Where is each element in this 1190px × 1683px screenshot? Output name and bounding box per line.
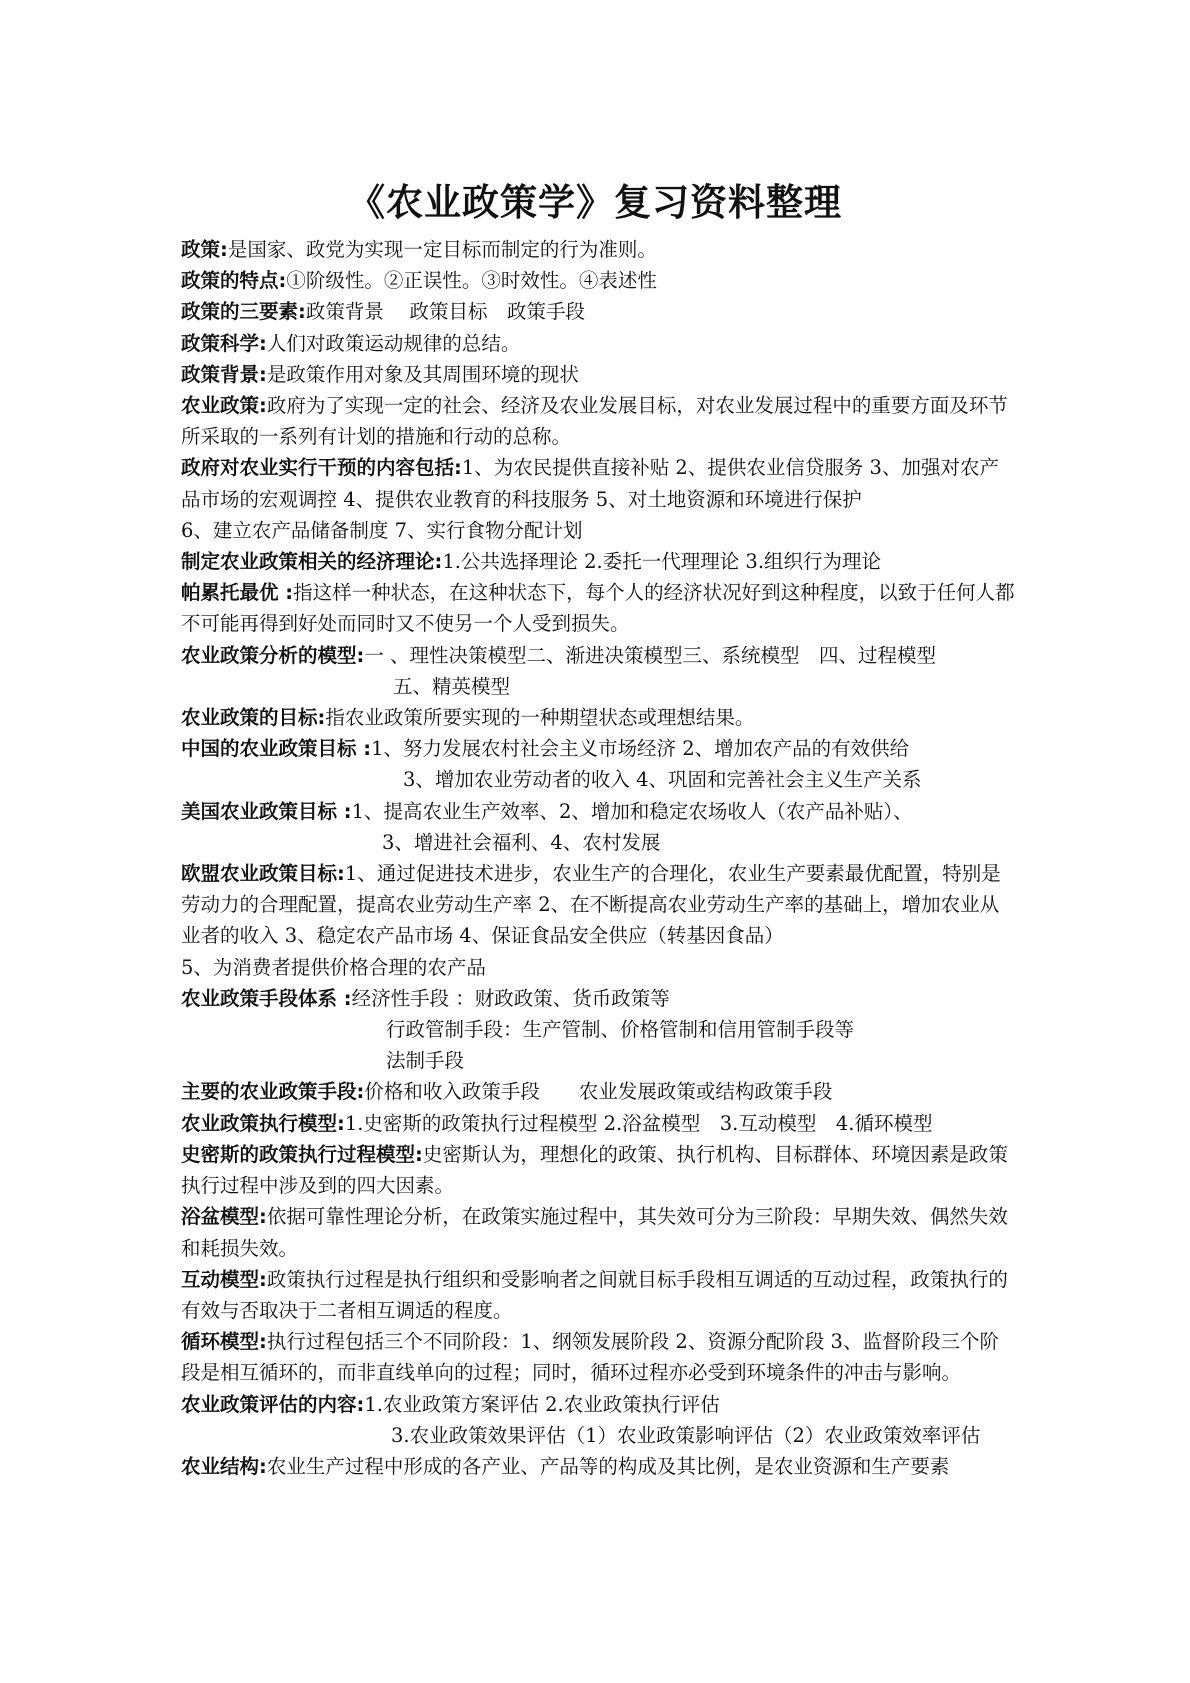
entry: 主要的农业政策手段:价格和收入政策手段 农业发展政策或结构政策手段 (181, 1080, 833, 1104)
entry: 农业政策评估的内容:1.农业政策方案评估 2.农业政策执行评估 (181, 1392, 720, 1416)
entry-term: 循环模型 (181, 1330, 260, 1354)
entry: 互动模型:政策执行过程是执行组织和受影响者之间就目标手段相互调适的互动过程，政策执行的有效与否取决于二者相互调适的程度。 (181, 1267, 1008, 1322)
entry-text: 1.公共选择理论 2.委托一代理理论 3.组织行为理论 (442, 550, 882, 574)
entry-term: 农业政策分析的模型 (181, 643, 357, 667)
entry-term: 帕累托最优 (181, 581, 279, 605)
entry: 史密斯的政策执行过程模型:史密斯认为，理想化的政策、执行机构、目标群体、环境因素是政策执行过程中涉及到的四大因素。 (181, 1142, 1008, 1198)
entry-term: 农业政策执行模型 (181, 1111, 338, 1135)
entry-text: 价格和收入政策手段 农业发展政策或结构政策手段 (364, 1080, 833, 1104)
entry-continuation: 五、精英模型 (393, 674, 511, 698)
entry: 政府对农业实行干预的内容包括:1、为农民提供直接补贴 2、提供农业信贷服务 3、加强对农产品市场的宏观调控 4、提供农业教育的科技服务 5、对土地资源和环境进行保护 (181, 456, 999, 511)
entry: 农业政策:政府为了实现一定的社会、经济及农业发展目标，对农业发展过程中的重要方面及环节所采取的一系列有计划的措施和行动的总称。 (181, 394, 1008, 449)
entry-text: 是政策作用对象及其周围环境的现状 (266, 362, 579, 386)
entry-term: 农业政策评估的内容 (181, 1392, 357, 1416)
entry-text: 政策背景 政策目标 政策手段 (305, 300, 586, 324)
entry: 循环模型:执行过程包括三个不同阶段：1、纲领发展阶段 2、资源分配阶段 3、监督阶段三个阶段是相互循环的，而非直线单向的过程；同时，循环过程亦必受到环境条件的冲击与影响。 (181, 1330, 999, 1385)
entry-text: 1.史密斯的政策执行过程模型 2.浴盆模型 3.互动模型 4.循环模型 (344, 1111, 933, 1135)
entry-text: 人们对政策运动规律的总结。 (266, 331, 521, 355)
entry: 农业政策执行模型:1.史密斯的政策执行过程模型 2.浴盆模型 3.互动模型 4.循环模型 (181, 1111, 933, 1135)
document-title: 《农业政策学》复习资料整理 (348, 181, 842, 224)
entry-text: 指农业政策所要实现的一种期望状态或理想结果。 (325, 706, 755, 730)
entry-continuation: 5、为消费者提供价格合理的农产品 (181, 955, 486, 979)
entry-continuation: 6、建立农产品储备制度 7、实行食物分配计划 (181, 518, 583, 542)
entry-text: 1、提高农业生产效率、2、增加和稳定农场收人（农产品补贴）、 (351, 799, 913, 823)
entry-term: 政策科学 (181, 331, 260, 355)
entry: 农业政策分析的模型:一 、理性决策模型二、渐进决策模型三、系统模型 四、过程模型 (181, 643, 937, 667)
entry: 政策的三要素:政策背景 政策目标 政策手段 (181, 300, 586, 324)
entry-term: 政策的三要素 (181, 300, 299, 324)
entry: 浴盆模型:依据可靠性理论分析，在政策实施过程中，其失效可分为三阶段：早期失效、偶然失效和耗损失效。 (181, 1205, 1008, 1260)
entry-text: 1、努力发展农村社会主义市场经济 2、增加农产品的有效供给 (371, 737, 910, 761)
entry-text: 指这样一种状态，在这种状态下，每个人的经济状况好到这种程度，以致于任何人都不可能再得到好处而同时又不使另一个人受到损失。 (181, 581, 1015, 636)
entry-term: 农业政策手段体系 (181, 986, 338, 1010)
entry-term: 农业政策 (181, 394, 260, 418)
entry: 农业政策手段体系 :经济性手段 ：财政政策、货币政策等 (181, 986, 670, 1010)
entry-term: 史密斯的政策执行过程模型 (181, 1142, 416, 1166)
entry: 政策:是国家、政党为实现一定目标而制定的行为准则。 (181, 238, 657, 261)
entry-term: 中国的农业政策目标 (181, 737, 357, 761)
entry-continuation: 3.农业政策效果评估（1）农业政策影响评估（2）农业政策效率评估 (391, 1423, 981, 1447)
entry-continuation: 3、增加农业劳动者的收入 4、巩固和完善社会主义生产关系 (403, 768, 922, 792)
entry-text: 农业生产过程中形成的各产业、产品等的构成及其比例，是农业资源和生产要素 (266, 1454, 950, 1478)
document-body (181, 234, 1016, 1482)
entry: 帕累托最优 :指这样一种状态，在这种状态下，每个人的经济状况好到这种程度，以致于任何人都不可能再得到好处而同时又不使另一个人受到损失。 (181, 581, 1015, 636)
entry: 农业结构:农业生产过程中形成的各产业、产品等的构成及其比例，是农业资源和生产要素 (181, 1454, 950, 1478)
entry-text: ①阶级性。②正误性。③时效性。④表述性 (286, 269, 657, 293)
entry-term: 制定农业政策相关的经济理论 (181, 550, 435, 574)
entry-continuation: 行政管制手段：生产管制、价格管制和信用管制手段等 (386, 1018, 855, 1042)
entry-term: 政策的特点 (181, 269, 279, 293)
entry-term: 农业结构 (181, 1454, 260, 1478)
entry-text: 政策执行过程是执行组织和受影响者之间就目标手段相互调适的互动过程，政策执行的有效与否取决于二者相互调适的程度。 (181, 1267, 1008, 1322)
entry-term: 政府对农业实行干预的内容包括 (181, 456, 455, 480)
entry-text: 一 、理性决策模型二、渐进决策模型三、系统模型 四、过程模型 (364, 643, 937, 667)
entry: 政策的特点:①阶级性。②正误性。③时效性。④表述性 (181, 269, 657, 293)
entry-text: 执行过程包括三个不同阶段：1、纲领发展阶段 2、资源分配阶段 3、监督阶段三个阶段是相互循环的，而非直线单向的过程；同时，循环过程亦必受到环境条件的冲击与影响。 (181, 1330, 999, 1385)
entry-text: 1.农业政策方案评估 2.农业政策执行评估 (364, 1392, 720, 1416)
entry-continuation: 3、增进社会福利、4、农村发展 (382, 830, 661, 854)
entry-term: 欧盟农业政策目标 (181, 862, 338, 886)
entry-term: 主要的农业政策手段 (181, 1080, 357, 1104)
entry-term: 互动模型 (181, 1267, 260, 1291)
entry: 美国农业政策目标 :1、提高农业生产效率、2、增加和稳定农场收人（农产品补贴）、 (181, 799, 913, 823)
entry: 制定农业政策相关的经济理论:1.公共选择理论 2.委托一代理理论 3.组织行为理论 (181, 550, 882, 574)
entry: 政策背景:是政策作用对象及其周围环境的现状 (181, 362, 579, 386)
entry-text: 1、通过促进技术进步，农业生产的合理化，农业生产要素最优配置，特别是劳动力的合理配置，提高农业劳动生产率 2、在不断提高农业劳动生产率的基础上，增加农业从业者的收入 3、稳定农产品市场 4、保证食品安全供应（转基因食品） (181, 862, 1001, 948)
entry-text: 是国家、政党为实现一定目标而制定的行为准则。 (227, 238, 657, 261)
entry: 欧盟农业政策目标:1、通过促进技术进步，农业生产的合理化，农业生产要素最优配置，特别是劳动力的合理配置，提高农业劳动生产率 2、在不断提高农业劳动生产率的基础上，增加农业从业者的收入 3、稳定农产品市场 4、保证食品安全供应（转基因食品） (181, 862, 1001, 948)
entry-continuation: 法制手段 (386, 1049, 465, 1073)
entry: 政策科学:人们对政策运动规律的总结。 (181, 331, 521, 355)
entry-text: 史密斯认为，理想化的政策、执行机构、目标群体、环境因素是政策执行过程中涉及到的四大因素。 (181, 1142, 1008, 1198)
entry-term: 农业政策的目标 (181, 706, 318, 730)
entry-text: 经济性手段 ：财政政策、货币政策等 (351, 986, 670, 1010)
entry: 中国的农业政策目标 :1、努力发展农村社会主义市场经济 2、增加农产品的有效供给 (181, 737, 910, 761)
entry-term: 浴盆模型 (181, 1205, 260, 1229)
entry-text: 政府为了实现一定的社会、经济及农业发展目标，对农业发展过程中的重要方面及环节所采取的一系列有计划的措施和行动的总称。 (181, 394, 1008, 449)
entry-term: 政策背景 (181, 362, 260, 386)
entry-term: 美国农业政策目标 (181, 799, 338, 823)
entry-text: 依据可靠性理论分析，在政策实施过程中，其失效可分为三阶段：早期失效、偶然失效和耗损失效。 (181, 1205, 1008, 1260)
entry-text: 1、为农民提供直接补贴 2、提供农业信贷服务 3、加强对农产品市场的宏观调控 4、提供农业教育的科技服务 5、对土地资源和环境进行保护 (181, 456, 999, 511)
entry: 农业政策的目标:指农业政策所要实现的一种期望状态或理想结果。 (181, 706, 755, 730)
entry-term: 政策 (181, 238, 221, 261)
